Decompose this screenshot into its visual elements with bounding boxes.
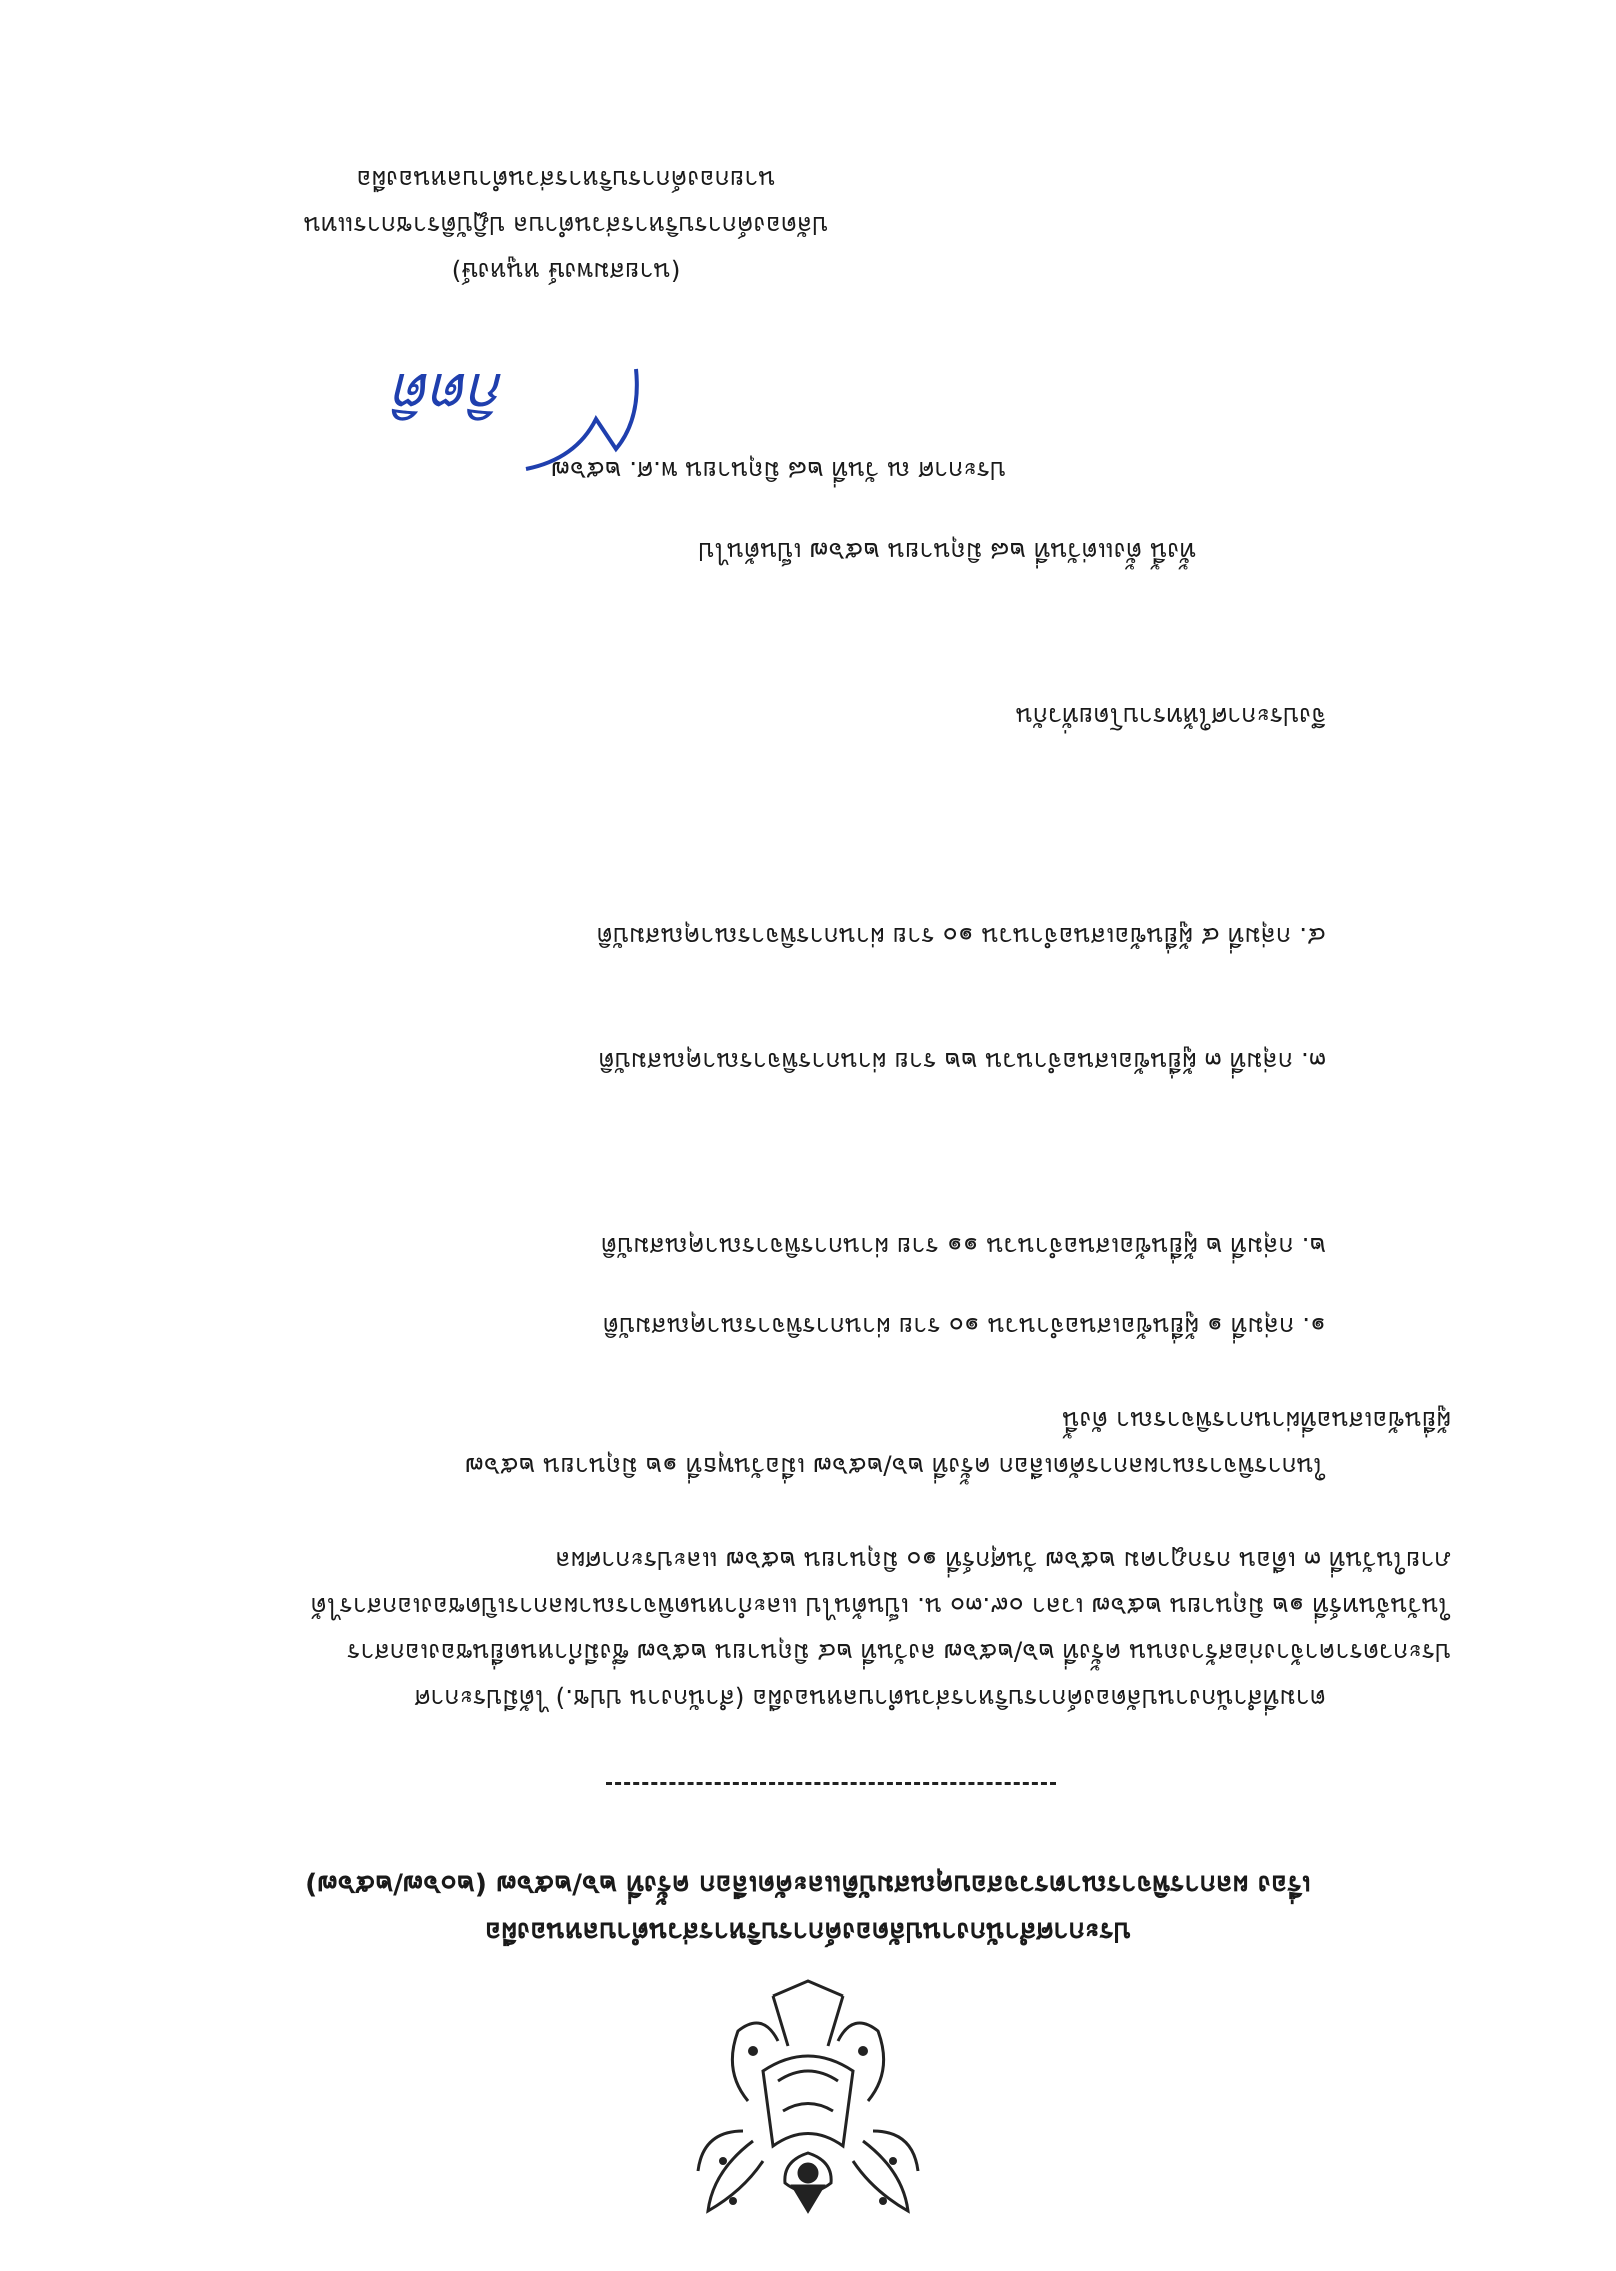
document-subject: เรื่อง ผลการพิจารณาตรวจสอบคุณสมบัติและคัดเลือก ครั้งที่ ๒๖/๒๕๖๗ (๒๐๖๗/๒๕๖๗) <box>305 1869 1311 1900</box>
body-line-4: ภายในวันที่ ๓ เดือน กรกฎาคม ๒๕๖๗ วันศุกร์ที่ ๑๐ มิถุนายน ๒๕๖๗ และประกาศผล <box>555 1546 1451 1575</box>
separator-line <box>606 1782 1056 1785</box>
body-line-3: ในวันจันทร์ที่ ๑๒ มิถุนายน ๒๕๖๗ เวลา ๐๙.๓๐ น. เป็นต้นไป และกำหนดพิจารณาผลการเปิดซองเอกสารได้ <box>310 1592 1451 1621</box>
signature-text: กิตติ <box>395 360 506 428</box>
body-line-7: ๑. กลุ่มที่ ๑ ผู้ยื่นข้อเสนอจำนวน ๑๐ ราย ผ่านการพิจารณาคุณสมบัติ <box>602 1312 1326 1341</box>
signer-office: นายกองค์การบริหารส่วนตำบลหนองผือ <box>356 165 776 194</box>
signer-name: (นายสมพงษ์ หนูหงษ์) <box>451 257 681 286</box>
body-line-8: ๒. กลุ่มที่ ๒ ผู้ยื่นข้อเสนอจำนวน ๑๑ ราย ผ่านการพิจารณาคุณสมบัติ <box>600 1232 1326 1261</box>
body-line-10: ๔. กลุ่มที่ ๔ ผู้ยื่นข้อเสนอจำนวน ๑๐ ราย ผ่านการพิจารณาคุณสมบัติ <box>596 922 1326 951</box>
body-line-12: ทั้งนี้ ตั้งแต่วันที่ ๒๘ มิถุนายน ๒๕๖๗ เป็นต้นไป <box>698 537 1196 566</box>
body-line-5: ในการพิจารณาผลการคัดเลือก ครั้งที่ ๒๖/๒๕๖๗ เมื่อวันพุธที่ ๑๒ มิถุนายน ๒๕๖๗ <box>465 1452 1326 1481</box>
date-line: ประกาศ ณ วันที่ ๒๘ มิถุนายน พ.ศ. ๒๕๖๗ <box>551 456 1006 485</box>
body-line-9: ๓. กลุ่มที่ ๓ ผู้ยื่นข้อเสนอจำนวน ๒๒ ราย ผ่านการพิจารณาคุณสมบัติ <box>598 1047 1326 1076</box>
garuda-seal-icon <box>693 1976 923 2231</box>
body-line-6: ผู้ยื่นข้อเสนอที่ผ่านการพิจารณา ดังนี้ <box>1062 1406 1451 1435</box>
body-line-11: จึงประกาศให้ทราบโดยทั่วกัน <box>1015 702 1326 731</box>
signer-position: ปลัดองค์การบริหารส่วนตำบล ปฏิบัติราชการแทน <box>303 211 829 240</box>
handwritten-signature <box>356 349 656 479</box>
document-title: ประกาศสำนักงานปลัดองค์การบริหารส่วนตำบลหนองผือ <box>485 1916 1131 1947</box>
body-line-2: ประกวดราคาจ้างก่อสร้างถนน ครั้งที่ ๒๖/๒๕๖๗ ลงวันที่ ๒๔ มิถุนายน ๒๕๖๗ ซึ่งมีกำหนดยื่นซองเอกสาร <box>346 1638 1451 1667</box>
body-line-1: ตามที่สำนักงานปลัดองค์การบริหารส่วนตำบลหนองผือ (สำนักงาน ปปช.) ได้มีประกาศ <box>414 1684 1326 1713</box>
